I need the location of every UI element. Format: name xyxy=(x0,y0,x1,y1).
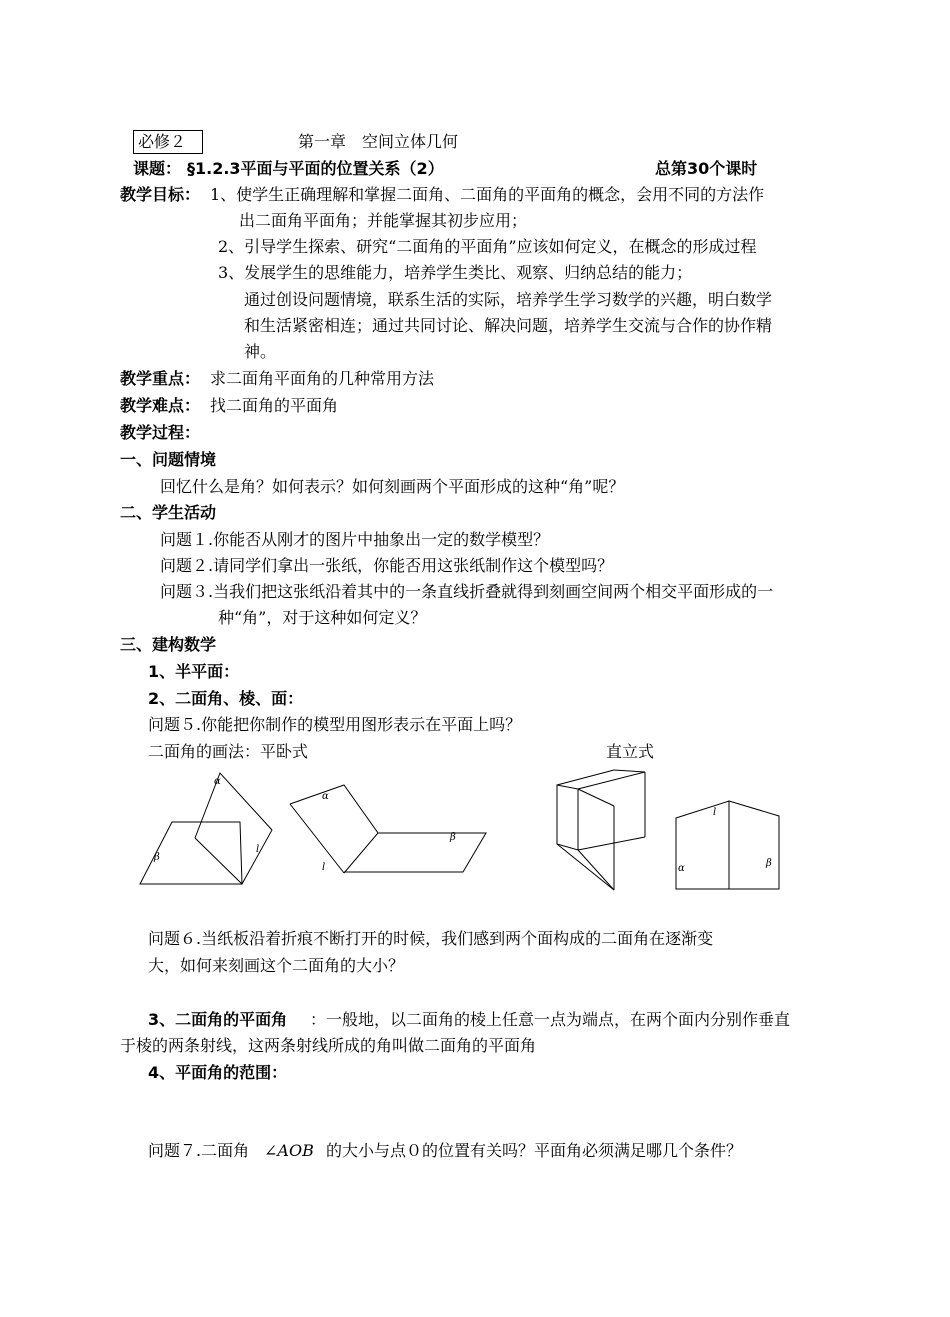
difficulty-text: 找二面角的平面角 xyxy=(210,396,339,415)
question-7-suffix: 的大小与点０的位置有关吗？平面角必须满足哪几个条件？ xyxy=(326,1141,743,1160)
figure-flat-1 xyxy=(140,773,272,884)
figure4-edge: l xyxy=(713,807,717,818)
figure2-alpha: α xyxy=(322,791,329,802)
plane-angle-definition: ：一般地，以二面角的棱上任意一点为端点，在两个面内分别作垂直 xyxy=(310,1010,791,1029)
figure-upright-2 xyxy=(676,801,779,889)
half-plane-heading: 1、半平面： xyxy=(148,662,240,681)
plane-angle-heading: 3、二面角的平面角 xyxy=(148,1010,288,1029)
objective-4-line3: 神。 xyxy=(244,342,277,361)
objective-3: 3、发展学生的思维能力，培养学生类比、观察、归纳总结的能力； xyxy=(218,263,693,282)
objective-1-line1: 1、使学生正确理解和掌握二面角、二面角的平面角的概念，会用不同的方法作 xyxy=(210,185,765,204)
figure4-alpha: α xyxy=(678,863,685,874)
key-point-label: 教学重点： xyxy=(120,369,201,388)
question-3-line1: 问题３.当我们把这张纸沿着其中的一条直线折叠就得到刻画空间两个相交平面形成的一 xyxy=(160,582,774,601)
question-1: 问题１.你能否从刚才的图片中抽象出一定的数学模型？ xyxy=(160,530,550,549)
key-point-text: 求二面角平面角的几种常用方法 xyxy=(210,369,435,388)
objective-4-line2: 和生活紧密相连；通过共同讨论、解决问题，培养学生交流与合作的协作精 xyxy=(244,316,773,335)
figure2-beta: β xyxy=(450,832,456,843)
plane-angle-range-heading: 4、平面角的范围： xyxy=(148,1063,288,1082)
objective-2: 2、引导学生探索、研究“二面角的平面角”应该如何定义，在概念的形成过程 xyxy=(218,237,757,256)
dihedral-heading: 2、二面角、棱、面： xyxy=(148,689,304,708)
difficulty-label: 教学难点： xyxy=(120,396,201,415)
course-box: 必修２ xyxy=(133,130,203,154)
drawing-flat-label: 二面角的画法：平卧式 xyxy=(148,742,309,761)
chapter-title: 第一章 空间立体几何 xyxy=(298,132,459,151)
section1-text: 回忆什么是角？如何表示？如何刻画两个平面形成的这种“角”呢？ xyxy=(160,477,625,496)
question-3-line2: 种“角”，对于这种如何定义？ xyxy=(218,608,427,627)
question-2: 问题２.请同学们拿出一张纸，你能否用这张纸制作这个模型吗？ xyxy=(160,556,614,575)
topic-label: 课题： xyxy=(133,159,182,178)
question-6-line1: 问题６.当纸板沿着折痕不断打开的时候，我们感到两个面构成的二面角在逐渐变 xyxy=(148,929,714,948)
figure1-edge: l xyxy=(256,844,260,855)
figure-upright-1 xyxy=(557,770,645,890)
lesson-count: 总第30个课时 xyxy=(655,159,758,178)
process-label: 教学过程： xyxy=(120,423,201,442)
figure1-beta: β xyxy=(154,852,160,863)
question-7-angle: ∠AOB xyxy=(264,1141,314,1160)
question-7-prefix: 问题７.二面角 xyxy=(148,1141,250,1160)
figure2-edge: l xyxy=(322,862,326,873)
drawing-upright-label: 直立式 xyxy=(606,742,655,761)
question-6-line2: 大，如何来刻画这个二面角的大小？ xyxy=(148,956,405,975)
objective-1-line2: 出二面角平面角；并能掌握其初步应用； xyxy=(239,211,528,230)
objectives-label: 教学目标： xyxy=(120,185,201,204)
plane-angle-definition-line2: 于棱的两条射线，这两条射线所成的角叫做二面角的平面角 xyxy=(120,1036,537,1055)
figure-flat-2 xyxy=(290,785,486,873)
section1-title: 一、问题情境 xyxy=(120,450,217,469)
question-5: 问题５.你能把你制作的模型用图形表示在平面上吗？ xyxy=(148,715,522,734)
topic-title: §1.2.3平面与平面的位置关系（2） xyxy=(187,159,444,178)
objective-4-line1: 通过创设问题情境，联系生活的实际，培养学生学习数学的兴趣，明白数学 xyxy=(244,290,773,309)
figure1-alpha: α xyxy=(214,776,221,787)
section3-title: 三、建构数学 xyxy=(120,635,217,654)
figure4-beta: β xyxy=(766,858,772,869)
section2-title: 二、学生活动 xyxy=(120,503,217,522)
